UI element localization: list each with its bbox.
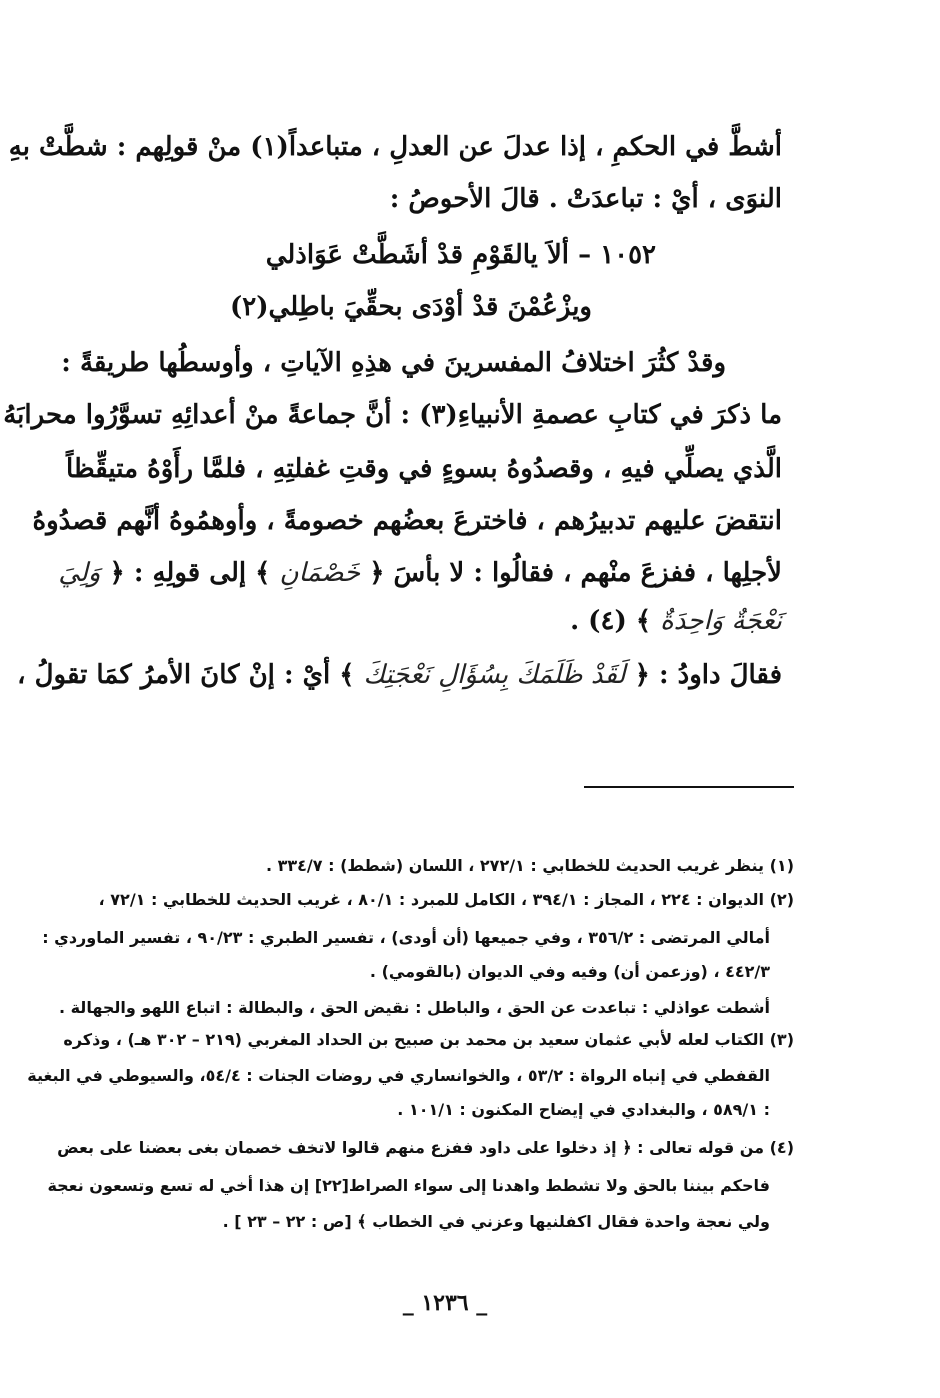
poem-verse-first: ١٠٥٢ – ألاَ يالقَوْمِ قدْ أشَطَّتْ عَوَاذلي: [265, 240, 656, 270]
body-line-10: [442, 606, 782, 636]
quran-brace-open: ﴿: [109, 558, 125, 588]
footnote-1: (١) ينظر غريب الحديث للخطابي : ٢٧٢/١ ، اللسان (شطط) : ٣٣٤/٧ .: [265, 856, 794, 875]
quran-citation-wali: وَلِيَ: [58, 558, 101, 588]
footnote-3-line-1: (٣) الكتاب لعله لأبي عثمان سعيد بن محمد بن صبيح بن الحداد المغربي (٢١٩ – ٣٠٢ هـ) ، وذكره: [63, 1030, 794, 1049]
body-line-5: وقدْ كثُرَ اختلافُ المفسرينَ في هذِهِ الآياتِ ، وأوسطُها طريقةً :: [61, 348, 726, 378]
footnote-separator: [584, 786, 794, 788]
quran-brace-close: ﴾: [255, 558, 271, 588]
body-line-11-text-b: أيْ : إنْ كانَ الأمرُ كمَا تقولُ ،: [17, 660, 331, 690]
footnote-2-line-1: (٢) الديوان : ٢٢٤ ، المجاز : ٣٩٤/١ ، الكامل للمبرد : ٨٠/١ ، غريب الحديث للخطابي : ٧٢/١ ،: [98, 890, 794, 909]
poem-verse-second: ويزْعُمْنَ قدْ أوْدَى بحقِّيَ باطِلي(٢): [229, 292, 592, 322]
quran-brace-open: ﴿: [369, 558, 385, 588]
quran-brace-close: ﴾: [635, 606, 652, 636]
body-line-2: النوَى ، أيْ : تباعدَتْ . قالَ الأحوصُ :: [389, 184, 782, 214]
footnote-2-line-4: أشطت عواذلي : تباعدت عن الحق ، والباطل : نقيض الحق ، والبطالة : اتباع اللهو والجهالة .: [58, 998, 770, 1017]
footnote-4-line-1: (٤) من قوله تعالى : ﴿ إذ دخلوا على داود ففزع منهم قالوا لاتخف خصمان بغى بعضنا على بعض: [57, 1138, 794, 1157]
footnote-2-line-3: ٤٤٢/٣ ، (وزعمن أن) وفيه وفي الديوان (بالقومي) .: [369, 962, 770, 981]
body-line-11: [17, 660, 782, 690]
body-line-9-text-a: لأجلِها ، ففزعَ منْهم ، فقالُوا : لا بأسَ: [393, 558, 782, 588]
footnote-ref-4: (٤) .: [570, 606, 627, 636]
quran-brace-open: ﴿: [634, 660, 650, 690]
body-line-11-text-a: فقالَ داودُ :: [658, 660, 782, 690]
body-line-1: أشطَّ في الحكمِ ، إذا عدلَ عن العدلِ ، متباعداً(١) منْ قولِهم : شطَّتْ بهِ: [8, 132, 782, 162]
quran-citation-naja: نَعْجَةٌ وَاحِدَةٌ: [660, 606, 782, 636]
quran-brace-close: ﴾: [339, 660, 355, 690]
quran-citation-zalamaka: لَقَدْ ظَلَمَكَ بِسُؤَالِ نَعْجَتِكَ: [363, 660, 626, 690]
footnote-3-line-3: : ٥٨٩/١ ، والبغدادي في إيضاح المكنون : ١٠١/١ .: [397, 1100, 770, 1119]
footnote-2-line-2: أمالي المرتضى : ٣٥٦/٢ ، وفي جميعها (أن أودى) ، تفسير الطبري : ٩٠/٢٣ ، تفسير الماوردي :: [42, 928, 770, 947]
body-line-9-text-b: إلى قولِهِ :: [133, 558, 247, 588]
page-number: _ ١٢٣٦ _: [402, 1290, 488, 1316]
footnote-4-line-3: ولي نعجة واحدة فقال اكفلنيها وعزني في الخطاب ﴾ [ص : ٢٢ – ٢٣ ] .: [222, 1212, 770, 1231]
body-line-8: انتقضَ عليهم تدبيرُهم ، فاخترعَ بعضُهم خصومةً ، وأوهمُوهُ أنَّهم قصدُوهُ: [32, 506, 782, 536]
quran-citation-khasman: خَصْمَانِ: [279, 558, 361, 588]
footnote-3-line-2: القفطي في إنباه الرواة : ٥٣/٢ ، والخوانساري في روضات الجنات : ٥٤/٤، والسيوطي في البغية: [27, 1066, 770, 1085]
body-line-6: ما ذكرَ في كتابِ عصمةِ الأنبياءِ(٣) : أنَّ جماعةً منْ أعدائِهِ تسوَّرُوا محرابَهُ: [3, 400, 782, 430]
body-line-9: [58, 558, 782, 588]
footnote-4-line-2: فاحكم بيننا بالحق ولا تشطط واهدنا إلى سواء الصراط[٢٢] إن هذا أخي له تسع وتسعون نعجة: [47, 1176, 770, 1195]
body-line-7: الَّذي يصلِّي فيهِ ، وقصدُوهُ بسوءٍ في وقتِ غفلتِهِ ، فلمَّا رأَوْهُ متيقِّظاً: [66, 454, 782, 484]
